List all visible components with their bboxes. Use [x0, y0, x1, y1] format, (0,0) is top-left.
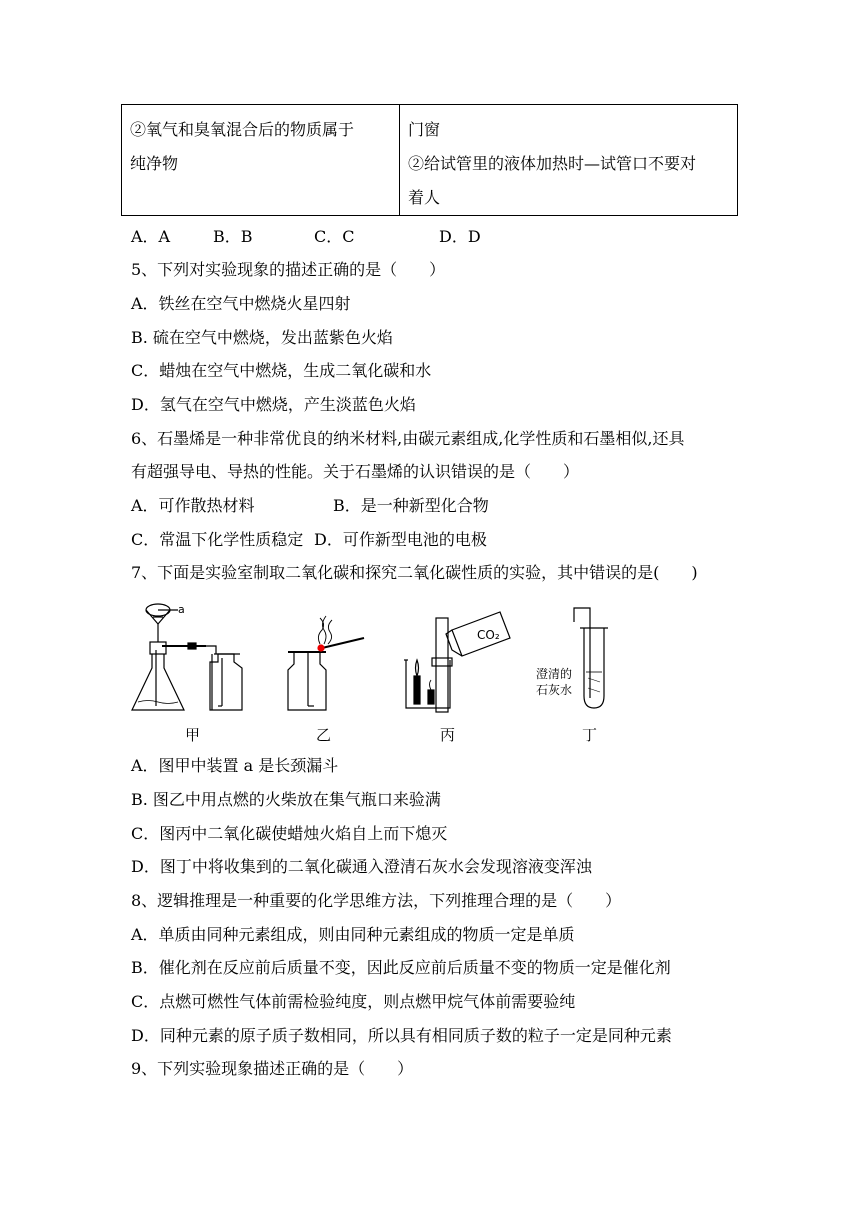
- figure-label-jia: 甲: [185, 726, 201, 744]
- table-left-cell: [130, 113, 392, 181]
- q4-option-c[interactable]: C．C: [314, 227, 355, 246]
- figure-label-ding: 丁: [582, 726, 598, 744]
- q8-option-a[interactable]: A．单质由同种元素组成，则由同种元素组成的物质一定是单质: [131, 925, 575, 944]
- q4-option-b[interactable]: B．B: [213, 227, 253, 246]
- q7-option-b[interactable]: B. 图乙中用点燃的火柴放在集气瓶口来验满: [131, 790, 441, 809]
- q6-stem-line1: 6、石墨烯是一种非常优良的纳米材料,由碳元素组成,化学性质和石墨相似,还具: [131, 429, 685, 448]
- q8-option-c[interactable]: C．点燃可燃性气体前需检验纯度，则点燃甲烷气体前需要验纯: [131, 992, 576, 1011]
- q8-option-b[interactable]: B．催化剂在反应前后质量不变，因此反应前后质量不变的物质一定是催化剂: [131, 958, 671, 977]
- co2-label: CO₂: [477, 628, 500, 642]
- table-right-line: 门窗: [408, 120, 441, 139]
- table-right-line: ②给试管里的液体加热时—试管口不要对: [408, 154, 697, 173]
- table-right-cell: [408, 113, 733, 215]
- apparatus-ding: [574, 608, 608, 708]
- q4-option-d[interactable]: D．D: [439, 227, 481, 246]
- q6-option-a[interactable]: A．可作散热材料: [131, 496, 255, 515]
- apparatus-yi: [288, 616, 364, 710]
- q7-option-d[interactable]: D．图丁中将收集到的二氧化碳通入澄清石灰水会发现溶液变浑浊: [131, 857, 592, 876]
- figure-label-yi: 乙: [316, 726, 332, 744]
- q8-option-d[interactable]: D．同种元素的原子质子数相同，所以具有相同质子数的粒子一定是同种元素: [131, 1026, 672, 1045]
- table-divider: [399, 105, 400, 215]
- apparatus-jia: [132, 604, 242, 710]
- q7-option-c[interactable]: C．图丙中二氧化碳使蜡烛火焰自上而下熄灭: [131, 824, 448, 843]
- figure-label-bing: 丙: [440, 726, 456, 744]
- q5-stem: 5、下列对实验现象的描述正确的是（ ）: [131, 260, 446, 279]
- q5-option-a[interactable]: A．铁丝在空气中燃烧火星四射: [131, 294, 351, 313]
- q5-option-b[interactable]: B. 硫在空气中燃烧，发出蓝紫色火焰: [131, 328, 393, 347]
- table-left-line: 纯净物: [130, 154, 179, 173]
- limewater-label-line2: 石灰水: [536, 683, 573, 697]
- q7-apparatus-figure: [128, 598, 648, 748]
- table-right-line: 着人: [408, 188, 441, 207]
- apparatus-bing: [404, 612, 510, 712]
- q8-stem: 8、逻辑推理是一种重要的化学思维方法，下列推理合理的是（ ）: [131, 891, 622, 910]
- table-left-line: ②氧气和臭氧混合后的物质属于: [130, 120, 355, 139]
- q6-stem-line2: 有超强导电、导热的性能。关于石墨烯的认识错误的是（ ）: [131, 462, 580, 481]
- q6-option-c[interactable]: C．常温下化学性质稳定: [131, 530, 304, 549]
- q7-option-a[interactable]: A．图甲中装置 a 是长颈漏斗: [131, 756, 339, 775]
- q6-option-b[interactable]: B．是一种新型化合物: [333, 496, 489, 515]
- q9-stem: 9、下列实验现象描述正确的是（ ）: [131, 1059, 414, 1078]
- q4-option-a[interactable]: A．A: [131, 227, 171, 246]
- q6-option-d[interactable]: D．可作新型电池的电极: [314, 530, 487, 549]
- q5-option-d[interactable]: D．氢气在空气中燃烧，产生淡蓝色火焰: [131, 395, 416, 414]
- limewater-label-line1: 澄清的: [536, 667, 573, 681]
- q5-option-c[interactable]: C．蜡烛在空气中燃烧，生成二氧化碳和水: [131, 361, 432, 380]
- funnel-label-a: a: [178, 603, 185, 616]
- comparison-table: [121, 104, 738, 216]
- q7-stem: 7、下面是实验室制取二氧化碳和探究二氧化碳性质的实验，其中错误的是( ): [131, 563, 698, 582]
